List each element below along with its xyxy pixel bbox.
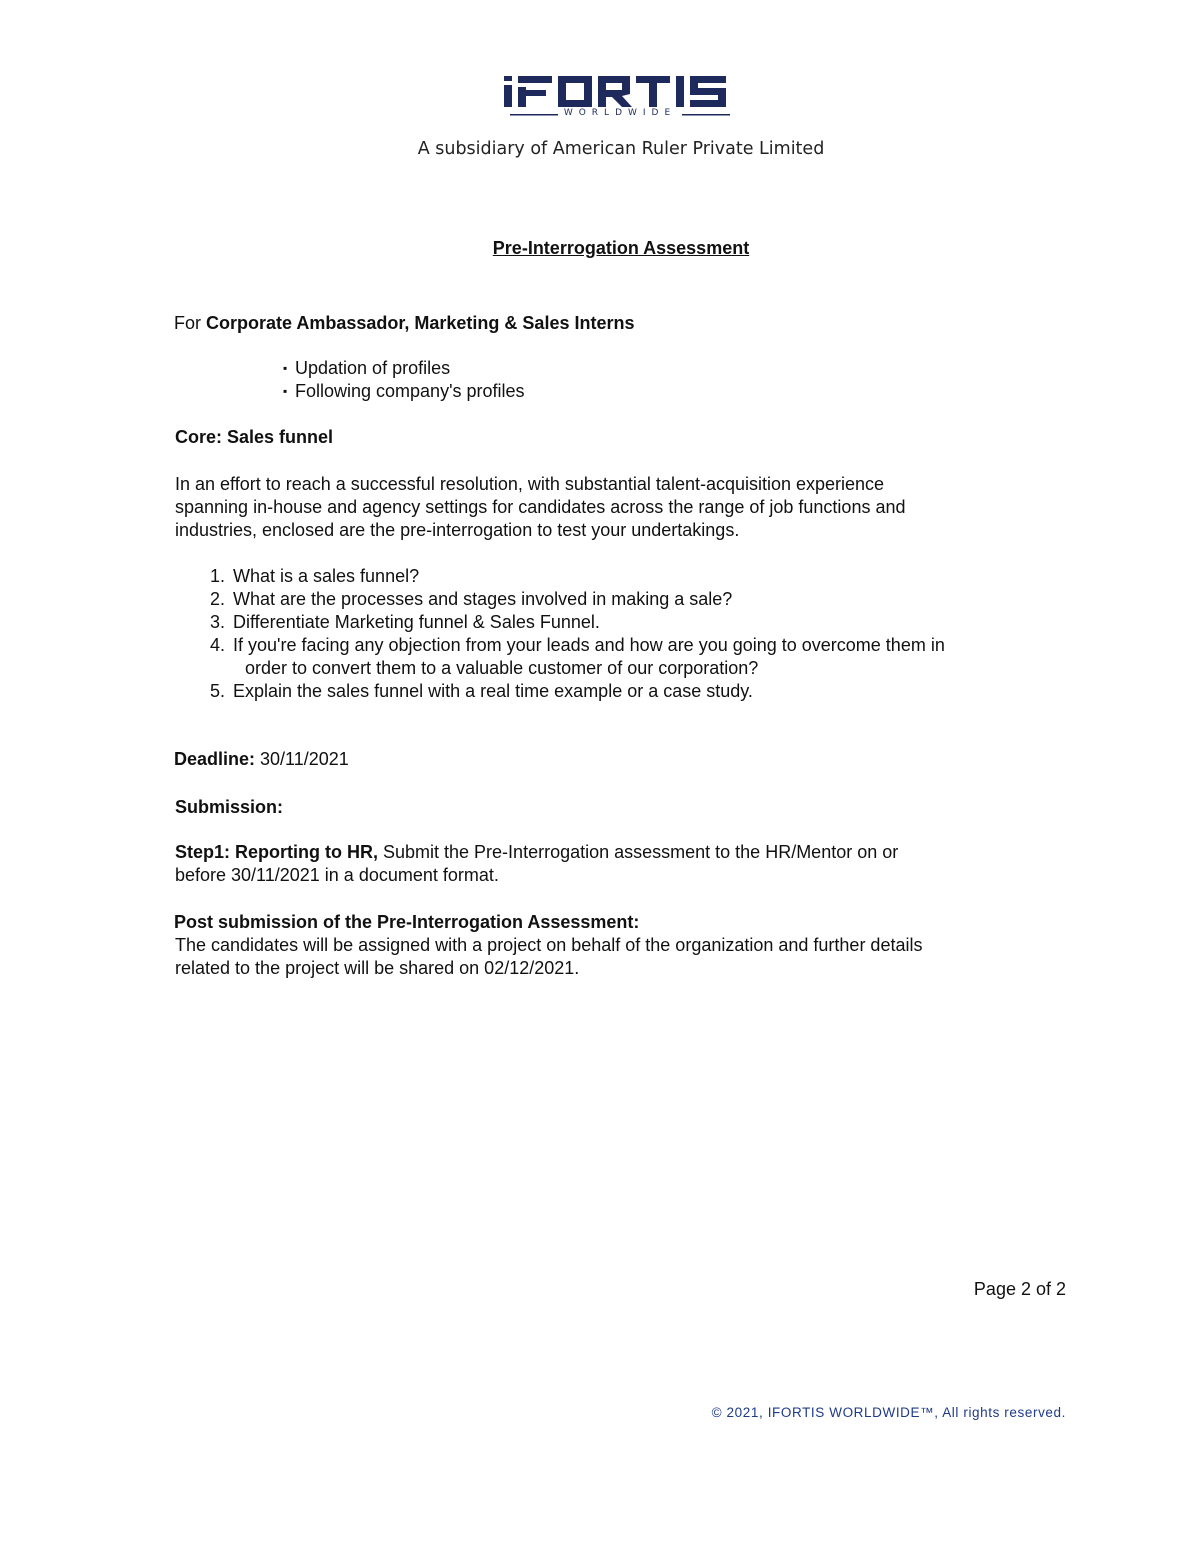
deadline-line — [174, 748, 349, 771]
deadline-label: Deadline: — [174, 749, 256, 769]
core-heading: Core: Sales funnel — [175, 427, 334, 447]
audience-line — [174, 312, 634, 335]
bullet-list — [283, 357, 525, 403]
bullet-icon: ▪ — [283, 384, 288, 398]
deadline-value: 30/11/2021 — [255, 749, 349, 769]
step1-continuation: before 30/11/2021 in a document format. — [175, 865, 499, 885]
post-submission-line-1: The candidates will be assigned with a project on behalf of the organization and further details — [175, 935, 923, 955]
document-title: Pre-Interrogation Assessment — [492, 238, 750, 258]
intro-paragraph: In an effort to reach a successful resolution, with substantial talent-acquisition experience spanning in-house and agency settings for candidates across the range of job functions and industries, enclosed are the pre-interrogation to test your undertakings. — [175, 474, 906, 540]
question-list — [210, 565, 1030, 703]
list-item: 2. What are the processes and stages involved in making a sale? — [210, 589, 733, 609]
list-item: ▪ Updation of profiles — [283, 358, 451, 378]
company-logo — [500, 72, 740, 124]
audience-roles: Corporate Ambassador, Marketing & Sales Interns — [206, 313, 635, 333]
bullet-icon: ▪ — [283, 361, 288, 375]
step1-label: Step1: Reporting to HR, — [175, 842, 378, 862]
logo-wordmark — [500, 72, 740, 112]
company-tagline: A subsidiary of American Ruler Private Limited — [417, 139, 825, 159]
list-item: 3. Differentiate Marketing funnel & Sales Funnel. — [210, 612, 600, 632]
post-submission-heading: Post submission of the Pre-Interrogation Assessment: — [174, 912, 640, 932]
list-item: 1. What is a sales funnel? — [210, 566, 420, 586]
submission-heading: Submission: — [175, 797, 284, 817]
logo-subword: WORLDWIDE — [563, 108, 677, 118]
copyright-footer: © 2021, IFORTIS WORLDWIDE™, All rights reserved. — [711, 1405, 1066, 1420]
list-item: 5. Explain the sales funnel with a real time example or a case study. — [210, 681, 753, 701]
audience-prefix: For — [174, 313, 207, 333]
list-item: 4. If you're facing any objection from your leads and how are you going to overcome them in order to convert them to a valuable customer of our corporation? — [210, 635, 945, 678]
post-submission-line-2: related to the project will be shared on 02/12/2021. — [175, 958, 580, 978]
list-item: ▪ Following company's profiles — [283, 381, 525, 401]
page-number: Page 2 of 2 — [973, 1279, 1066, 1299]
step1-line: Step1: Reporting to HR, Submit the Pre-Interrogation assessment to the HR/Mentor on or — [175, 842, 899, 862]
